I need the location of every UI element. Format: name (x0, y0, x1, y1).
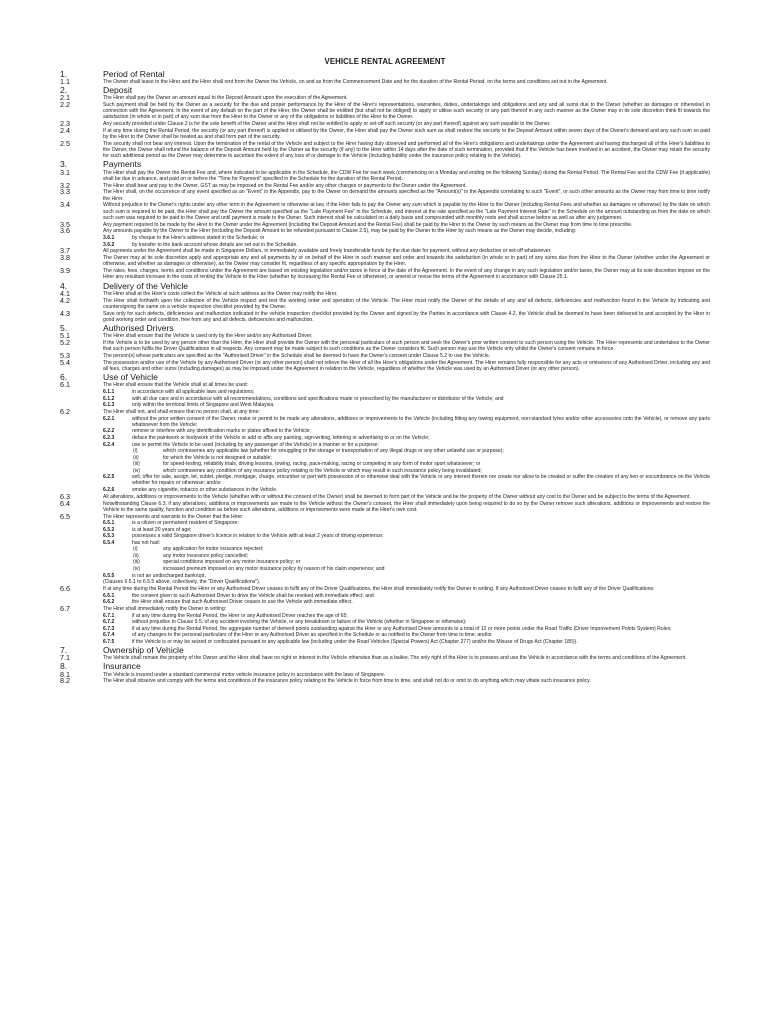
clause-text: The Hirer shall pay the Owner an amount equal to the Deposit Amount upon the execution of the Agreement. (103, 95, 348, 102)
list-item-number: (iv) (133, 565, 141, 572)
clause-number: 2.2 (60, 99, 70, 109)
clause-text: If at any time during the Rental Period the Hirer or any Authorised Driver ceases to fulfil any of the Driver Qualifications, the Hirer shall immediately notify the Owner in writing. If any Authorised Driver ceases to fulfil any of the Driver Qualifications: (103, 585, 655, 592)
list-item (60, 468, 710, 474)
clause-text: The Hirer shall observe and comply with the terms and conditions of the insurance policy relating to the Vehicle in force from time to time, and shall not do or omit to do anything which may vitiate such insurance policy. (103, 678, 591, 685)
clause-number: 6.4 (60, 498, 70, 508)
clause (60, 288, 710, 298)
clause (60, 189, 710, 201)
sub-clause-text: has not had: (132, 539, 161, 546)
clause-number: 3.3 (60, 187, 70, 197)
sub-clause (60, 442, 710, 448)
sub-clause (60, 626, 710, 632)
list-item-text: any motor insurance policy cancelled; (163, 552, 248, 559)
sub-clause-number: 6.7.5 (103, 638, 115, 645)
list-item (60, 559, 710, 565)
section-heading-number: 3. (60, 159, 68, 170)
section-heading-number: 2. (60, 84, 68, 95)
clause-text: The Hirer shall pay the Owner the Rental Fee and, where indicated to be applicable in the Schedule, the CDW Fee for each week (commencing on a Monday and ending on the following Sunday) during the Rental Period. The Rental Fee and the CDW Fee (if applicable) shall be due in advance, and paid on or before the "Time for Payment" specified in the Schedule for the duration of the Rental Period. (103, 169, 710, 182)
list-item-text: which contravenes any applicable law (whether for smuggling or the storage or transportation of any illegal drugs or any other unlawful use or purpose); (163, 448, 504, 455)
clause-text: Any security provided under Clause 2 is for the sole benefit of the Owner and the Hirer shall not be entitled to apply or set-off such security (or any part thereof) against any sum payable to the Owner. (103, 121, 551, 128)
sub-clause-number: 6.5.5 (103, 572, 115, 579)
sub-clause-number: 6.1.3 (103, 402, 115, 409)
document-title: VEHICLE RENTAL AGREEMENT (324, 57, 446, 66)
clause-text: The Owner shall lease to the Hirer and the Hirer shall rent from the Owner the Vehicle, on and as from the Commencement Date and for the duration of the Rental Period, on the terms and conditions set out in the Agreement. (103, 78, 608, 85)
sub-clause (60, 573, 710, 579)
list-item-text: any application for motor insurance rejected; (163, 546, 264, 553)
document-body (60, 70, 710, 685)
clause (60, 248, 710, 254)
sub-clause-number: 6.7.2 (103, 619, 115, 626)
section-heading-number: 6. (60, 372, 68, 383)
sub-clause-text: is not an undischarged bankrupt, (132, 572, 206, 579)
clause (60, 202, 710, 221)
sub-clause-text: is a citizen or permanent resident of Singapore; (132, 520, 239, 527)
clause (60, 340, 710, 352)
sub-clause (60, 435, 710, 441)
section-heading (60, 373, 710, 382)
clause (60, 167, 710, 182)
clause-text: The Hirer shall ensure that the Vehicle shall at all times be used: (103, 382, 248, 389)
sub-clause-text: without prejudice to Clause 9.5, of any accident involving the Vehicle, or any breakdown or failure of the Vehicle (whether in Singapore or otherwise); (132, 619, 467, 626)
list-item (60, 566, 710, 572)
clause-text: The possession and/or use of the Vehicle by any Authorised Driver (or any other person) shall not relieve the Hirer of all the Hirer's obligations under the Agreement. The Hirer remains fully responsible for any acts or omissions of any Authorised Driver, including any and all fees, charges and other sums (including damages) as may be imposed under the Agreement in relation to the Vehicle, regardless of whether the Vehicle was used by an Authorised Driver (or any other person). (103, 359, 710, 373)
sub-clause-number: 6.5.4 (103, 539, 115, 546)
clause-number: 3.7 (60, 246, 70, 256)
sub-clause-text: remove or interfere with any identification marks or plates affixed to the Vehicle; (132, 428, 311, 435)
clause (60, 295, 710, 310)
sub-clause-number: 6.5.2 (103, 526, 115, 533)
section-heading-text: Authorised Drivers (103, 323, 174, 334)
clause (60, 95, 710, 101)
clause-number: 2.3 (60, 119, 70, 129)
sub-clause-number: 3.6.2 (103, 241, 115, 248)
clause-number: 3.6 (60, 226, 70, 236)
clause-text: The person(s) whose particulars are specified as the "Authorised Driver" in the Schedule shall be deemed to have the Owner's consent under Clause 5.2 to use the Vehicle. (103, 353, 491, 360)
clause-text: Without prejudice to the Owner's rights under any other term in the Agreement or otherwise at law, if the Hirer fails to pay the Owner any sum which is payable by the Hirer to the Owner (including Rental Fees and whether as damages or otherwise) by the date on which such sum is required to be paid, the Hirer shall pay the Owner the amount specified as the "Late Payment Fee" in the Schedule, and interest at the rate specified as the "Late Payment Interest Rate" in the Schedule on the amount outstanding as from the date on which such sum was required to be paid to the Owner and until payment is made to the Owner. Such interest shall be calculated on a daily basis and compounded with monthly rests and shall accrue before as well as after any judgement. (103, 202, 710, 221)
sub-clause-number: 6.7.4 (103, 632, 115, 639)
list-item (60, 546, 710, 552)
sub-clause (60, 540, 710, 546)
list-item-number: (iv) (133, 467, 141, 474)
sub-clause-text: the consent given to such Authorised Driver to drive the Vehicle shall be revoked with immediate effect; and (132, 592, 374, 599)
section-heading-number: 5. (60, 323, 68, 334)
definition-note: (Clauses 6.5.1 to 6.5.5 above, collectively, the "Driver Qualifications"). (103, 579, 261, 586)
section-heading-text: Ownership of Vehicle (103, 645, 184, 656)
sub-clause-text: with all due care and in accordance with all recommendations, conditions and specifications made or prescribed by the manufacturer or distributor of the Vehicle; and (132, 395, 504, 402)
sub-clause-text: without the prior written consent of the Owner, make or permit to be made any alterations, additions or improvements to the Vehicle (including fitting any towing equipment, non-standard tyres and/or other accessories onto the Vehicle), or remove any parts whatsoever from the Vehicle; (132, 415, 710, 428)
clause-number: 6.2 (60, 407, 70, 416)
clause (60, 491, 710, 501)
clause (60, 353, 710, 359)
clause-number: 7.1 (60, 653, 70, 663)
clause-number: 5.1 (60, 331, 70, 341)
sub-clause-text: if at any time during the Rental Period, the aggregate number of demerit points outstanding against the Hirer or any Authorised Driver amounts to a total of 12 or more points under the Road Traffic (Driver Improvement Points System) Rules; (132, 625, 672, 632)
clause-text: The Hirer represents and warrants to the Owner that the Hirer: (103, 513, 244, 520)
sub-clause-text: if at any time during the Rental Period, the Hirer or any Authorised Driver reaches the age of 65; (132, 612, 348, 619)
section-heading (60, 662, 710, 671)
clause (60, 655, 710, 661)
sub-clause (60, 402, 710, 408)
sub-clause-text: only within the territorial limits of Singapore and West Malaysia. (132, 402, 275, 409)
sub-clause (60, 632, 710, 638)
sub-clause-text: smoke any cigarette, tobacco or other substances in the Vehicle. (132, 486, 278, 493)
section-heading-number: 4. (60, 280, 68, 291)
clause (60, 678, 710, 684)
section-heading-number: 8. (60, 661, 68, 672)
clause (60, 125, 710, 141)
list-item-number: (i) (133, 546, 138, 553)
clause-text: All alterations, additions or improvements to the Vehicle (whether with or without the consent of the Owner) shall be deemed to form part of the Vehicle and be the property of the Owner without any cost to the Owner and be subject to the terms of the Agreement. (103, 493, 691, 500)
section-heading-text: Insurance (103, 661, 141, 672)
clause-number: 6.3 (60, 491, 70, 501)
list-item-number: (ii) (133, 454, 139, 461)
clause-number: 1.1 (60, 76, 70, 86)
section-heading-text: Deposit (103, 84, 133, 95)
list-item (60, 461, 710, 467)
sub-clause (60, 416, 710, 428)
section-heading (60, 160, 710, 169)
sub-clause-number: 6.2.1 (103, 415, 115, 422)
list-item-text: for which the Vehicle is not designed or suitable; (163, 454, 272, 461)
clause-text: The Hirer shall not, and shall ensure that no person shall, at any time: (103, 409, 260, 415)
clause (60, 121, 710, 127)
clause-number: 2.5 (60, 138, 70, 148)
clause-text: Save only for such defects, deficiencies and malfunction indicated in the vehicle inspection checklist provided by the Owner and signed by the Parties in accordance with Clause 4.2, the Vehicle shall be deemed to have been delivered to and accepted by the Hirer in good working order and condition, free from any and all defects, deficiencies and malfunction. (103, 310, 710, 323)
sub-clause (60, 593, 710, 599)
clause-number: 8.1 (60, 669, 70, 679)
sub-clause-number: 6.7.1 (103, 612, 115, 619)
sub-clause-number: 6.5.3 (103, 533, 115, 540)
sub-clause-number: 6.1.2 (103, 395, 115, 402)
clause-number: 6.6 (60, 583, 70, 593)
sub-clause (60, 396, 710, 402)
clause-number: 2.1 (60, 93, 70, 103)
clause-number: 4.3 (60, 308, 70, 318)
clause (60, 357, 710, 373)
sub-clause (60, 235, 710, 241)
clause (60, 180, 710, 190)
sub-clause-number: 6.2.4 (103, 441, 115, 448)
sub-clause-text: if the Vehicle is or may be seized or confiscated pursuant to any applicable law (including under the Road Vehicles (Special Powers) Act (Chapter 277) and/or the Misuse of Drugs Act (Chapter 185)). (132, 638, 578, 645)
sub-clause (60, 474, 710, 486)
clause (60, 219, 710, 229)
clause (60, 228, 710, 234)
sub-clause (60, 487, 710, 493)
sub-clause-text: sell, offer for sale, assign, let, sublet, pledge, mortgage, charge, encumber or part with possession of or otherwise deal with the Vehicle or any interest therein nor create nor allow to be created or suffer the creation of any lien or encumbrance on the Vehicle whether for repairs or otherwise; and/or (132, 474, 710, 487)
section-heading-number: 1. (60, 68, 68, 79)
list-item-text: which contravenes any condition of any insurance policy relating to the Vehicle or which may result in such insurance policy being invalidated; (163, 467, 482, 474)
agreement-document (60, 57, 710, 685)
sub-clause-number: 6.2.2 (103, 428, 115, 435)
sub-clause-text: by cheque to the Hirer's address stated in the Schedule; or (132, 235, 265, 242)
clause-text: The Hirer shall forthwith upon the collection of the Vehicle inspect and test the working order and operation of the Vehicle. The Hirer must notify the Owner of the details of any and all defects, deficiencies and malfunction found in the Vehicle by indicating and countersigning the same on a vehicle inspection checklist provided by the Owner. (103, 297, 710, 310)
list-item-number: (iii) (133, 559, 140, 566)
sub-clause (60, 242, 710, 248)
clause (60, 583, 710, 593)
sub-clause-number: 3.6.1 (103, 235, 115, 242)
clause-number: 5.2 (60, 338, 70, 348)
list-item-number: (i) (133, 448, 138, 455)
clause-number: 3.8 (60, 253, 70, 263)
clause (60, 76, 710, 86)
list-item-text: for speed-testing, reliability trials, driving lessons, towing, racing, pace-making, racing or competing in any form of motor sport whatsoever; or (163, 461, 481, 468)
sub-clause (60, 613, 710, 619)
list-item (60, 448, 710, 454)
clause-text: The security shall not bear any interest. Upon the termination of the rental of the Vehicle and subject to the Hirer having duly observed and performed all of the Hirer's obligations and undertakings under the Agreement and having discharged all of the Hirer's liabilities to the Owner, the Owner shall refund the balance of the Deposit Amount held by the Owner as the security (if any) to the Hirer within 14 days after the date of such termination, provided that if the Vehicle has been involved in an accident, the Owner may retain the security for such additional period as the Owner may determine to ascertain the extent of any loss of or damage to the Vehicle (including liability under the insurance policy relating to the Vehicle). (103, 140, 710, 160)
clause-text: If the Vehicle is to be used by any person other than the Hirer, the Hirer shall provide the Owner with the personal particulars of such person and seek the Owner's prior written consent to such person using the Vehicle. The Hirer represents and undertakes to the Owner that such person fulfils the Driver Qualifications in all respects. Any consent may be made subject to such conditions as the Owner considers fit. Such person may use the Vehicle only whilst the Owner's consent remains in force. (103, 340, 710, 353)
section-heading-text: Use of Vehicle (103, 372, 158, 383)
sub-clause (60, 428, 710, 434)
clause-number: 5.4 (60, 357, 70, 367)
list-item-text: special conditions imposed on any motor insurance policy; or (163, 559, 301, 566)
list-item-text: increased premium imposed on any motor insurance policy by reason of his claim experience; and (163, 565, 385, 572)
sub-clause (60, 389, 710, 395)
clause-text: Such payment shall be held by the Owner as a security for the due and proper performance by the Hirer of the Hirer's representations, warranties, duties, undertakings and obligations and any and all sums due to the Owner (whether as damages or otherwise) in connection with the Agreement. In the event of any default on the part of the Hirer, the Owner shall be entitled (but shall not be obliged) to apply or utilise such security or any part thereof in any such manner as the Owner may in its sole discretion think fit towards the satisfaction (in whole or in part) of any sum due from the Hirer to the Owner or any of the obligations or liabilities of the Hirer to the Owner. (103, 101, 710, 121)
clause-number: 3.1 (60, 167, 70, 177)
clause (60, 669, 710, 679)
sub-clause-text: deface the paintwork or bodywork of the Vehicle or add or affix any painting, sign-writing, lettering or advertising to or on the Vehicle; (132, 434, 430, 441)
clause-number: 2.4 (60, 125, 70, 135)
section-heading-text: Delivery of the Vehicle (103, 280, 189, 291)
clause-number: 3.2 (60, 180, 70, 190)
clause-number: 3.9 (60, 266, 70, 276)
sub-clause-text: possesses a valid Singapore driver's licence in relation to the Vehicle with at least 2 years of driving experience; (132, 533, 384, 540)
sub-clause-number: 6.2.6 (103, 486, 115, 493)
section-heading (60, 70, 710, 79)
clause (60, 498, 710, 513)
clause-text: All payments under the Agreement shall be made in Singapore Dollars, in immediately available and freely transferable funds by the due date for payment, without any deduction or set-off whatsoever. (103, 248, 552, 255)
sub-clause (60, 599, 710, 605)
clause-number: 6.5 (60, 511, 70, 521)
sub-clause (60, 520, 710, 526)
clause-text: The Vehicle is insured under a standard commercial motor vehicle insurance policy in accordance with the laws of Singapore. (103, 671, 386, 678)
section-heading (60, 324, 710, 333)
clause-number: 4.2 (60, 295, 70, 305)
clause (60, 308, 710, 323)
clause-text: The rates, fees, charges, terms and conditions under the Agreement are based on existing legislation and/or taxes in force at the date of the Agreement. In the event of any change in any such legislation and/or taxes, the Owner may at its sole discretion impose on the Hirer any resultant increase in the costs of renting the Vehicle to the Hirer (whether by increasing the Rental Fee or otherwise), or amend or revise the terms of the Agreement in accordance with Clause 25.1. (103, 268, 710, 281)
clause (60, 99, 710, 121)
list-item (60, 455, 710, 461)
clause-text: The Hirer shall bear and pay to the Owner, GST as may be imposed on the Rental Fee and/or any other charges or payments to the Owner under the Agreement. (103, 182, 467, 189)
section-heading-text: Period of Rental (103, 68, 165, 79)
clause-text: The Hirer shall at the Hirer's costs collect the Vehicle at such address as the Owner may notify the Hirer. (103, 290, 338, 297)
clause-text: The Vehicle shall remain the property of the Owner and the Hirer shall have no right or interest in the Vehicle otherwise than as a bailee. The only right of the Hirer is to possess and use the Vehicle in accordance with the terms and conditions of the Agreement. (103, 655, 687, 662)
sub-clause (60, 527, 710, 533)
clause (60, 138, 710, 160)
clause (60, 255, 710, 267)
sub-clause-number: 6.6.2 (103, 599, 115, 606)
clause-text: Any payment required to be made by the Hirer to the Owner under the Agreement (including the Deposit Amount and the Rental Fee) shall be paid by the Hirer to the Owner by such means as the Owner may from time to time prescribe. (103, 221, 633, 228)
clause-number: 5.3 (60, 351, 70, 361)
sub-clause-number: 6.5.1 (103, 520, 115, 527)
sub-clause-text: the Hirer shall ensure that such Authorised Driver ceases to use the Vehicle with immediate effect. (132, 599, 353, 606)
sub-clause-number: 6.2.3 (103, 434, 115, 441)
clause-text: The Owner may at its sole discretion apply and appropriate any and all payments by or on behalf of the Hirer in such manner and order and towards the satisfaction (in whole or in part) of any sums due from the Hirer to the Owner (whether under the Agreement or otherwise, and whether as damages or otherwise), as the Owner may consider fit, regardless of any specific appropriation by the Hirer. (103, 255, 710, 268)
sub-clause-number: 6.1.1 (103, 389, 115, 396)
sub-clause (60, 533, 710, 539)
clause-text: The Hirer shall immediately notify the Owner in writing: (103, 605, 227, 612)
clause-text: Any amounts payable by the Owner to the Hirer (including the Deposit Amount to be refunded pursuant to Clause 2.5), may be paid by the Owner to the Hirer by such means as the Owner may decide, including: (103, 228, 577, 235)
section-heading (60, 86, 710, 95)
sub-clause-number: 6.7.3 (103, 625, 115, 632)
clause-number: 3.5 (60, 219, 70, 229)
clause (60, 409, 710, 415)
clause-number: 6.7 (60, 603, 70, 613)
section-heading (60, 282, 710, 291)
sub-clause (60, 619, 710, 625)
sub-clause-number: 6.2.5 (103, 474, 115, 481)
clause-text: Notwithstanding Clause 6.3, if any alterations, additions or improvements are made to the Vehicle without the Owner's consent, the Hirer shall immediately upon being required to do so by the Owner remove such alterations, additions or improvements and restore the Vehicle to the same quality, function and condition as before such alterations, additions or improvements were made at the Hirer's own cost. (103, 500, 710, 513)
sub-clause-text: use or permit the Vehicle to be used (including by any passenger of the Vehicle) in a manner or for a purpose: (132, 441, 379, 448)
sub-clause-text: in accordance with all applicable laws and regulations; (132, 389, 255, 396)
clause-text: If at any time during the Rental Period, the security (or any part thereof) is applied or utilised by the Owner, the Hirer shall pay the Owner such sum as shall restore the security to the Deposit Amount within seven days of the Owner's demand and any such sum so paid by the Hirer to the Owner shall be treated as and shall form part of the security. (103, 127, 710, 141)
clause-number: 6.1 (60, 380, 70, 390)
list-item-number: (iii) (133, 461, 140, 468)
clause-text: The Hirer shall, on the occurrence of any event specified as an "Event" in the Appendix, pay to the Owner on demand the amounts specified as the "Amount(s)" in the Appendix correlating to such "Event", or such other amounts as the Owner may from time to time notify the Hirer. (103, 189, 710, 202)
list-item-number: (ii) (133, 552, 139, 559)
sub-clause-text: is at least 20 years of age; (132, 526, 192, 533)
section-heading-text: Payments (103, 159, 142, 170)
clause (60, 603, 710, 613)
clause-number: 8.2 (60, 676, 70, 686)
clause-number: 4.1 (60, 288, 70, 298)
section-heading (60, 646, 710, 655)
clause-number: 3.4 (60, 200, 70, 210)
clause (60, 333, 710, 339)
clause-text: The Hirer shall ensure that the Vehicle is used only by the Hirer and/or any Authorised Driver. (103, 333, 313, 340)
list-item (60, 553, 710, 559)
clause (60, 511, 710, 521)
section-heading-number: 7. (60, 645, 68, 656)
sub-clause-text: by transfer to the bank account whose details are set out in the Schedule. (132, 241, 298, 248)
sub-clause-text: of any changes to the personal particulars of the Hirer or any Authorised Driver as specified in the Schedule or as notified to the Owner from time to time; and/or (132, 632, 492, 639)
clause (60, 268, 710, 280)
sub-clause-number: 6.6.1 (103, 592, 115, 599)
clause (60, 382, 710, 388)
